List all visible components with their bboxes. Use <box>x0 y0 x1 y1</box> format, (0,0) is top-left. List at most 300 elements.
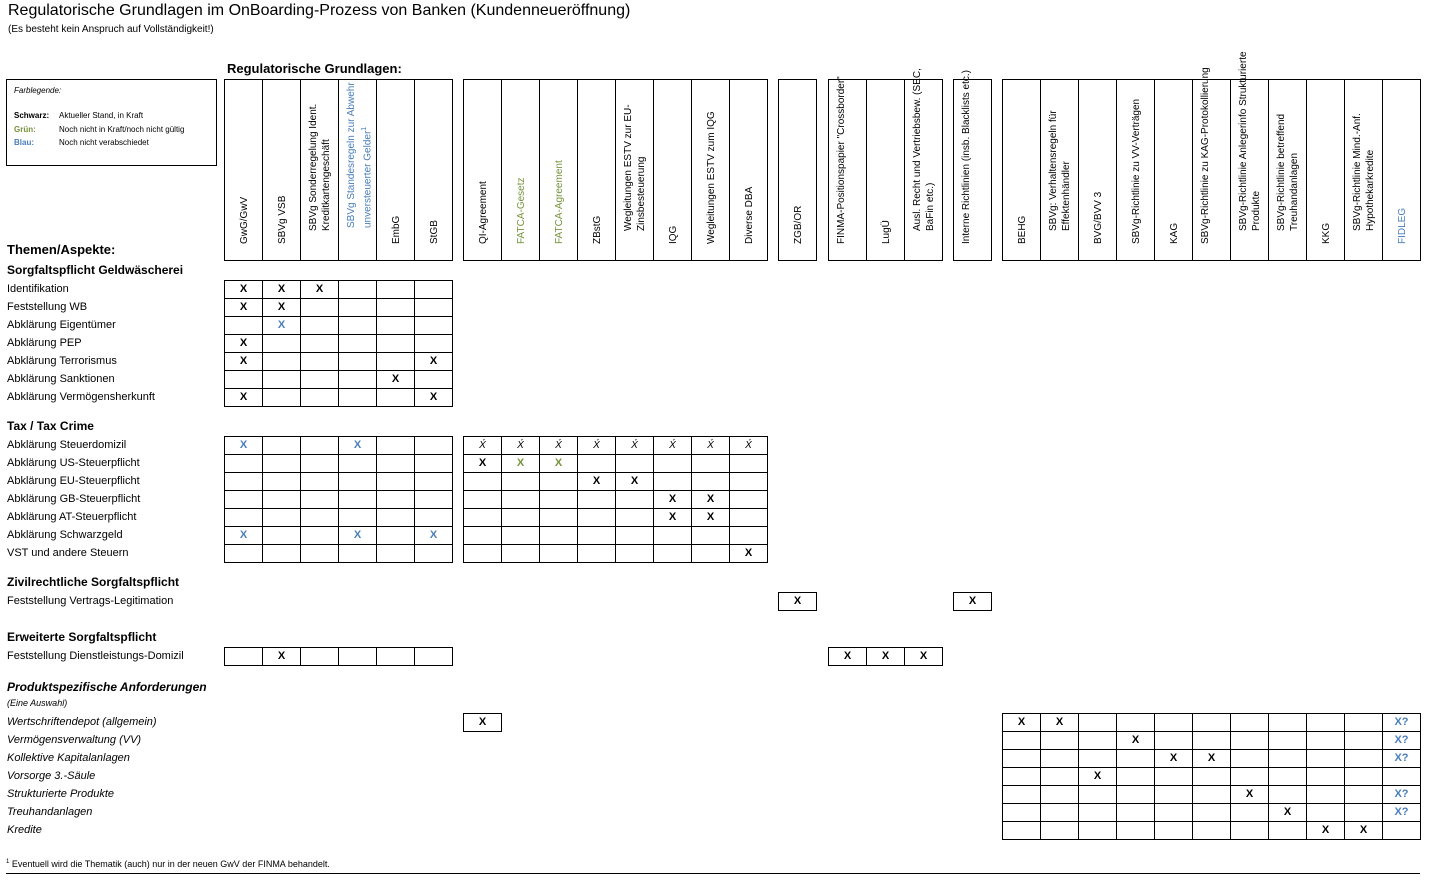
matrix-empty-cell <box>262 472 301 491</box>
column-header-text: SBVg Standesregeln zur Abwehr unversteuerter Gelder <box>345 82 373 228</box>
matrix-empty-cell <box>653 526 692 545</box>
column-header-text: KKG <box>1320 222 1332 244</box>
column-header-c5 <box>414 79 453 261</box>
matrix-mark-cell: X́ <box>653 436 692 455</box>
matrix-empty-cell <box>463 526 502 545</box>
matrix-mark-cell: X <box>338 436 377 455</box>
legend-key-green: Grün: <box>14 125 36 134</box>
matrix-empty-cell <box>691 526 730 545</box>
legend-value-blue: Noch nicht verabschiedet <box>59 138 149 147</box>
matrix-empty-cell <box>338 316 377 335</box>
matrix-empty-cell <box>501 472 540 491</box>
matrix-empty-cell <box>1040 767 1079 786</box>
column-header-text: ZBstG <box>591 215 603 244</box>
matrix-empty-cell <box>300 370 339 389</box>
matrix-empty-cell <box>1154 821 1193 840</box>
matrix-mark-cell: X <box>262 647 301 666</box>
legend-value-green: Noch nicht in Kraft/noch nicht gültig <box>59 125 185 134</box>
matrix-mark-cell: X <box>463 713 502 732</box>
matrix-empty-cell <box>300 647 339 666</box>
matrix-empty-cell <box>1078 713 1117 732</box>
matrix-empty-cell <box>300 526 339 545</box>
column-header-label <box>307 51 333 231</box>
matrix-empty-cell <box>1192 803 1231 822</box>
matrix-mark-cell: X́ <box>615 436 654 455</box>
matrix-empty-cell <box>338 388 377 407</box>
matrix-empty-cell <box>1040 803 1079 822</box>
matrix-mark-cell: X <box>1192 749 1231 768</box>
column-header-label <box>1092 64 1105 244</box>
matrix-empty-cell <box>414 334 453 353</box>
matrix-mark-cell: X <box>224 334 263 353</box>
matrix-mark-cell: X́ <box>729 436 768 455</box>
matrix-empty-cell <box>414 647 453 666</box>
matrix-empty-cell <box>262 490 301 509</box>
matrix-empty-cell <box>1154 785 1193 804</box>
matrix-mark-cell: X́ <box>691 436 730 455</box>
column-header-text: SBVg VSB <box>276 195 288 244</box>
column-header-text: SBVg-Richtlinie Anlegerinfo Strukturierte Produkte <box>1237 51 1262 231</box>
matrix-empty-cell <box>376 508 415 527</box>
matrix-mark-cell: X <box>463 454 502 473</box>
legend-title: Farblegende: <box>14 86 62 95</box>
column-header-text: BEHG <box>1016 215 1028 244</box>
column-header-label <box>238 64 251 244</box>
matrix-empty-cell <box>1268 713 1307 732</box>
matrix-empty-cell <box>414 370 453 389</box>
matrix-empty-cell <box>577 526 616 545</box>
column-header-label <box>1320 64 1333 244</box>
matrix-empty-cell <box>338 472 377 491</box>
matrix-empty-cell <box>463 472 502 491</box>
page-subtitle: (Es besteht kein Anspruch auf Vollständigkeit!) <box>8 24 214 35</box>
matrix-empty-cell <box>376 454 415 473</box>
matrix-empty-cell <box>300 298 339 317</box>
matrix-empty-cell <box>338 544 377 563</box>
matrix-empty-cell <box>1344 713 1383 732</box>
matrix-mark-cell: X <box>577 472 616 491</box>
matrix-empty-cell <box>262 544 301 563</box>
matrix-mark-cell: X <box>691 490 730 509</box>
matrix-empty-cell <box>653 454 692 473</box>
row-label: Vermögensverwaltung (VV) <box>7 734 142 746</box>
column-header-label <box>705 64 718 244</box>
column-header-c16 <box>866 79 905 261</box>
matrix-empty-cell <box>501 526 540 545</box>
column-header-c25 <box>1230 51 1269 261</box>
section-title-erweitert: Erweiterte Sorgfaltspflicht <box>7 630 157 644</box>
section-note-produkt: (Eine Auswahl) <box>7 698 68 708</box>
column-header-label <box>1237 51 1263 231</box>
matrix-mark-cell: X́ <box>539 436 578 455</box>
matrix-empty-cell <box>300 352 339 371</box>
matrix-empty-cell <box>653 544 692 563</box>
matrix-empty-cell <box>338 352 377 371</box>
column-header-c13 <box>729 79 768 261</box>
matrix-empty-cell <box>1040 749 1079 768</box>
matrix-mark-cell: X <box>224 388 263 407</box>
matrix-empty-cell <box>1230 749 1269 768</box>
matrix-empty-cell <box>729 472 768 491</box>
column-header-c20 <box>1040 79 1079 261</box>
column-header-label <box>345 48 374 228</box>
column-header-text: SBVg-Richtlinie zu VV-Verträgen <box>1130 98 1142 244</box>
matrix-mark-cell: X <box>615 472 654 491</box>
column-header-c8 <box>539 79 578 261</box>
row-label: Abklärung Sanktionen <box>7 373 115 385</box>
matrix-empty-cell <box>262 388 301 407</box>
matrix-empty-cell <box>224 316 263 335</box>
matrix-empty-cell <box>224 647 263 666</box>
column-header-label <box>1047 51 1073 231</box>
matrix-empty-cell <box>376 352 415 371</box>
column-header-label <box>743 64 756 244</box>
matrix-mark-cell: X <box>414 526 453 545</box>
matrix-empty-cell <box>1078 821 1117 840</box>
matrix-empty-cell <box>1116 785 1155 804</box>
matrix-empty-cell <box>338 454 377 473</box>
matrix-mark-cell: X <box>224 298 263 317</box>
matrix-empty-cell <box>376 298 415 317</box>
column-footnote-mark: 1 <box>360 126 368 131</box>
matrix-empty-cell <box>1154 803 1193 822</box>
matrix-empty-cell <box>615 544 654 563</box>
matrix-mark-cell: X <box>376 370 415 389</box>
matrix-empty-cell <box>577 490 616 509</box>
section-title-produkt: Produktspezifische Anforderungen <box>7 680 207 694</box>
column-header-c11 <box>653 79 692 261</box>
column-header-text: QI-Agreement <box>477 181 489 244</box>
legend-key-black: Schwarz: <box>14 111 50 120</box>
matrix-empty-cell <box>653 472 692 491</box>
column-header-text: ZGB/OR <box>792 205 804 244</box>
column-header-label <box>835 64 848 244</box>
column-header-label <box>1275 51 1301 231</box>
matrix-empty-cell <box>262 526 301 545</box>
row-label: Abklärung Eigentümer <box>7 319 116 331</box>
matrix-mark-cell: X <box>1116 731 1155 750</box>
matrix-empty-cell <box>1344 749 1383 768</box>
column-header-c15 <box>828 76 867 261</box>
matrix-empty-cell <box>1002 803 1041 822</box>
column-header-c19 <box>1002 79 1041 261</box>
column-header-text: KAG <box>1168 222 1180 244</box>
matrix-empty-cell <box>262 436 301 455</box>
matrix-empty-cell <box>501 544 540 563</box>
matrix-empty-cell <box>1078 731 1117 750</box>
row-label: Feststellung Dienstleistungs-Domizil <box>7 650 184 662</box>
matrix-mark-cell: X <box>262 316 301 335</box>
matrix-empty-cell <box>1268 821 1307 840</box>
matrix-empty-cell <box>262 508 301 527</box>
column-header-text: Wegleitungen ESTV zum IQG <box>705 111 717 244</box>
page-title: Regulatorische Grundlagen im OnBoarding-Prozess von Banken (Kundenneueröffnung) <box>8 2 631 19</box>
columns-heading: Regulatorische Grundlagen: <box>227 61 402 76</box>
matrix-empty-cell <box>1306 803 1345 822</box>
matrix-mark-cell: X <box>1306 821 1345 840</box>
matrix-empty-cell <box>1268 749 1307 768</box>
column-header-c10 <box>615 79 654 261</box>
matrix-mark-cell: X <box>1154 749 1193 768</box>
matrix-empty-cell <box>224 544 263 563</box>
matrix-empty-cell <box>300 490 339 509</box>
matrix-mark-cell: X <box>262 280 301 299</box>
matrix-empty-cell <box>338 508 377 527</box>
matrix-mark-cell: X <box>904 647 943 666</box>
matrix-empty-cell <box>1192 821 1231 840</box>
matrix-mark-cell: X? <box>1382 731 1421 750</box>
row-label: Abklärung GB-Steuerpflicht <box>7 493 141 505</box>
matrix-mark-cell: X <box>414 388 453 407</box>
row-label: Vorsorge 3.-Säule <box>7 770 96 782</box>
matrix-empty-cell <box>1192 767 1231 786</box>
row-label: Abklärung PEP <box>7 337 82 349</box>
column-header-c3 <box>338 79 377 261</box>
matrix-empty-cell <box>376 472 415 491</box>
legend-value-black: Aktueller Stand, in Kraft <box>59 111 144 120</box>
matrix-mark-cell: X <box>1040 713 1079 732</box>
matrix-empty-cell <box>224 370 263 389</box>
matrix-mark-cell: X <box>866 647 905 666</box>
matrix-empty-cell <box>376 647 415 666</box>
matrix-empty-cell <box>729 454 768 473</box>
matrix-empty-cell <box>1306 749 1345 768</box>
matrix-empty-cell <box>338 334 377 353</box>
matrix-mark-cell: X <box>729 544 768 563</box>
matrix-empty-cell <box>414 472 453 491</box>
matrix-empty-cell <box>1116 767 1155 786</box>
row-label: Identifikation <box>7 283 69 295</box>
column-header-c22 <box>1116 79 1155 261</box>
column-header-label <box>667 64 680 244</box>
matrix-empty-cell <box>1344 767 1383 786</box>
matrix-empty-cell <box>414 316 453 335</box>
matrix-empty-cell <box>376 334 415 353</box>
column-header-text: FATCA-Gesetz <box>515 177 527 244</box>
matrix-mark-cell: X <box>1230 785 1269 804</box>
matrix-empty-cell <box>300 508 339 527</box>
column-header-c23 <box>1154 79 1193 261</box>
matrix-mark-cell: X? <box>1382 713 1421 732</box>
column-header-text: EmbG <box>390 215 402 244</box>
column-header-c26 <box>1268 79 1307 261</box>
matrix-empty-cell <box>224 508 263 527</box>
column-header-c12 <box>691 79 730 261</box>
matrix-empty-cell <box>539 490 578 509</box>
matrix-empty-cell <box>224 454 263 473</box>
column-header-text: FATCA-Agreement <box>553 160 565 244</box>
matrix-empty-cell <box>1230 767 1269 786</box>
column-header-text: Ausl. Recht und Vertriebsbew. (SEC, BaFin etc.) <box>911 68 936 231</box>
matrix-empty-cell <box>1002 731 1041 750</box>
matrix-empty-cell <box>300 454 339 473</box>
matrix-mark-cell: X́ <box>501 436 540 455</box>
matrix-empty-cell <box>615 508 654 527</box>
column-header-c1 <box>262 79 301 261</box>
column-header-label <box>792 64 805 244</box>
matrix-empty-cell <box>338 647 377 666</box>
matrix-mark-cell: X <box>691 508 730 527</box>
matrix-empty-cell <box>376 544 415 563</box>
matrix-empty-cell <box>376 490 415 509</box>
matrix-empty-cell <box>1078 785 1117 804</box>
matrix-empty-cell <box>691 544 730 563</box>
matrix-mark-cell: X <box>1078 767 1117 786</box>
column-header-label <box>1396 64 1409 244</box>
column-header-text: SBVg-Richtlinie zu KAG-Protokollierung <box>1199 67 1211 244</box>
column-header-c29 <box>1382 79 1421 261</box>
column-header-text: Interne Richtlinien (insb. Blacklists etc.) <box>960 70 972 244</box>
matrix-mark-cell: X <box>953 592 992 611</box>
matrix-empty-cell <box>262 370 301 389</box>
matrix-empty-cell <box>414 280 453 299</box>
matrix-empty-cell <box>1040 785 1079 804</box>
matrix-empty-cell <box>729 508 768 527</box>
column-header-c17 <box>904 68 943 261</box>
column-header-c4 <box>376 79 415 261</box>
column-header-c6 <box>463 79 502 261</box>
matrix-empty-cell <box>1230 731 1269 750</box>
column-header-label <box>390 64 403 244</box>
column-header-c24 <box>1192 67 1231 261</box>
matrix-empty-cell <box>300 544 339 563</box>
matrix-empty-cell <box>262 334 301 353</box>
matrix-empty-cell <box>1078 803 1117 822</box>
matrix-empty-cell <box>1002 767 1041 786</box>
column-header-text: BVG/BVV 3 <box>1092 191 1104 244</box>
matrix-empty-cell <box>1002 749 1041 768</box>
matrix-empty-cell <box>729 490 768 509</box>
column-header-label <box>1016 64 1029 244</box>
matrix-empty-cell <box>1116 749 1155 768</box>
matrix-empty-cell <box>262 454 301 473</box>
matrix-empty-cell <box>615 526 654 545</box>
column-header-label <box>591 64 604 244</box>
matrix-empty-cell <box>1154 767 1193 786</box>
matrix-empty-cell <box>224 490 263 509</box>
section-title-zivilrecht: Zivilrechtliche Sorgfaltspflicht <box>7 575 180 589</box>
matrix-mark-cell: X? <box>1382 785 1421 804</box>
row-label: Treuhandanlagen <box>7 806 93 818</box>
matrix-empty-cell <box>691 472 730 491</box>
column-header-label <box>1130 64 1143 244</box>
matrix-mark-cell: X <box>262 298 301 317</box>
matrix-empty-cell <box>1192 785 1231 804</box>
column-header-c2 <box>300 79 339 261</box>
matrix-empty-cell <box>338 370 377 389</box>
column-header-c14 <box>778 79 817 261</box>
matrix-empty-cell <box>1306 731 1345 750</box>
row-label: Abklärung Vermögensherkunft <box>7 391 155 403</box>
column-header-text: StGB <box>428 220 440 244</box>
column-header-c0 <box>224 79 263 261</box>
column-header-text: FIDLEG <box>1396 207 1408 244</box>
matrix-empty-cell <box>338 298 377 317</box>
legend-key-blue: Blau: <box>14 138 34 147</box>
matrix-empty-cell <box>501 490 540 509</box>
matrix-empty-cell <box>414 436 453 455</box>
matrix-mark-cell: X́ <box>463 436 502 455</box>
matrix-empty-cell <box>1306 767 1345 786</box>
matrix-empty-cell <box>1002 821 1041 840</box>
matrix-mark-cell: X <box>653 508 692 527</box>
row-label: Feststellung Vertrags-Legitimation <box>7 595 174 607</box>
matrix-empty-cell <box>414 490 453 509</box>
matrix-empty-cell <box>1268 767 1307 786</box>
column-header-text: LugÜ <box>880 220 892 244</box>
matrix-empty-cell <box>1344 731 1383 750</box>
matrix-mark-cell: X? <box>1382 803 1421 822</box>
row-label: Abklärung US-Steuerpflicht <box>7 457 140 469</box>
matrix-mark-cell: X? <box>1382 749 1421 768</box>
matrix-empty-cell <box>1306 785 1345 804</box>
matrix-empty-cell <box>1192 713 1231 732</box>
matrix-empty-cell <box>300 334 339 353</box>
matrix-mark-cell: X <box>539 454 578 473</box>
matrix-empty-cell <box>338 280 377 299</box>
matrix-empty-cell <box>414 454 453 473</box>
column-header-label <box>911 51 937 231</box>
matrix-empty-cell <box>300 388 339 407</box>
matrix-empty-cell <box>414 508 453 527</box>
column-header-label <box>553 64 566 244</box>
column-header-text: GwG/GwV <box>238 196 250 244</box>
footnote-mark: 1 <box>6 859 10 865</box>
column-header-label <box>276 64 289 244</box>
matrix-empty-cell <box>376 526 415 545</box>
matrix-empty-cell <box>615 490 654 509</box>
column-header-c7 <box>501 79 540 261</box>
matrix-empty-cell <box>539 526 578 545</box>
matrix-empty-cell <box>300 316 339 335</box>
row-label: Abklärung Schwarzgeld <box>7 529 123 541</box>
color-legend <box>6 79 217 166</box>
matrix-mark-cell: X <box>828 647 867 666</box>
column-header-label <box>477 64 490 244</box>
column-header-label <box>880 64 893 244</box>
matrix-mark-cell: X <box>1268 803 1307 822</box>
matrix-empty-cell <box>1116 713 1155 732</box>
matrix-mark-cell: X <box>501 454 540 473</box>
column-header-c18 <box>953 70 992 261</box>
matrix-empty-cell <box>376 316 415 335</box>
matrix-empty-cell <box>1344 803 1383 822</box>
matrix-empty-cell <box>1268 785 1307 804</box>
matrix-empty-cell <box>1116 803 1155 822</box>
themen-heading: Themen/Aspekte: <box>7 242 116 257</box>
matrix-empty-cell <box>1382 821 1421 840</box>
matrix-empty-cell <box>463 544 502 563</box>
row-label: Abklärung AT-Steuerpflicht <box>7 511 137 523</box>
matrix-mark-cell: X <box>1002 713 1041 732</box>
matrix-empty-cell <box>224 472 263 491</box>
matrix-mark-cell: X <box>224 526 263 545</box>
matrix-empty-cell <box>691 454 730 473</box>
matrix-empty-cell <box>1154 731 1193 750</box>
matrix-empty-cell <box>376 280 415 299</box>
row-label: Kredite <box>7 824 42 836</box>
matrix-empty-cell <box>1002 785 1041 804</box>
matrix-mark-cell: X <box>414 352 453 371</box>
matrix-empty-cell <box>615 454 654 473</box>
matrix-empty-cell <box>1116 821 1155 840</box>
column-header-text: SBVg Sonderregelung Ident. Kreditkartengeschäft <box>307 103 332 231</box>
matrix-mark-cell: X́ <box>577 436 616 455</box>
matrix-mark-cell: X <box>224 352 263 371</box>
matrix-empty-cell <box>1040 821 1079 840</box>
footnote-text: Eventuell wird die Thematik (auch) nur in der neuen GwV der FINMA behandelt. <box>11 859 330 869</box>
matrix-empty-cell <box>1268 731 1307 750</box>
